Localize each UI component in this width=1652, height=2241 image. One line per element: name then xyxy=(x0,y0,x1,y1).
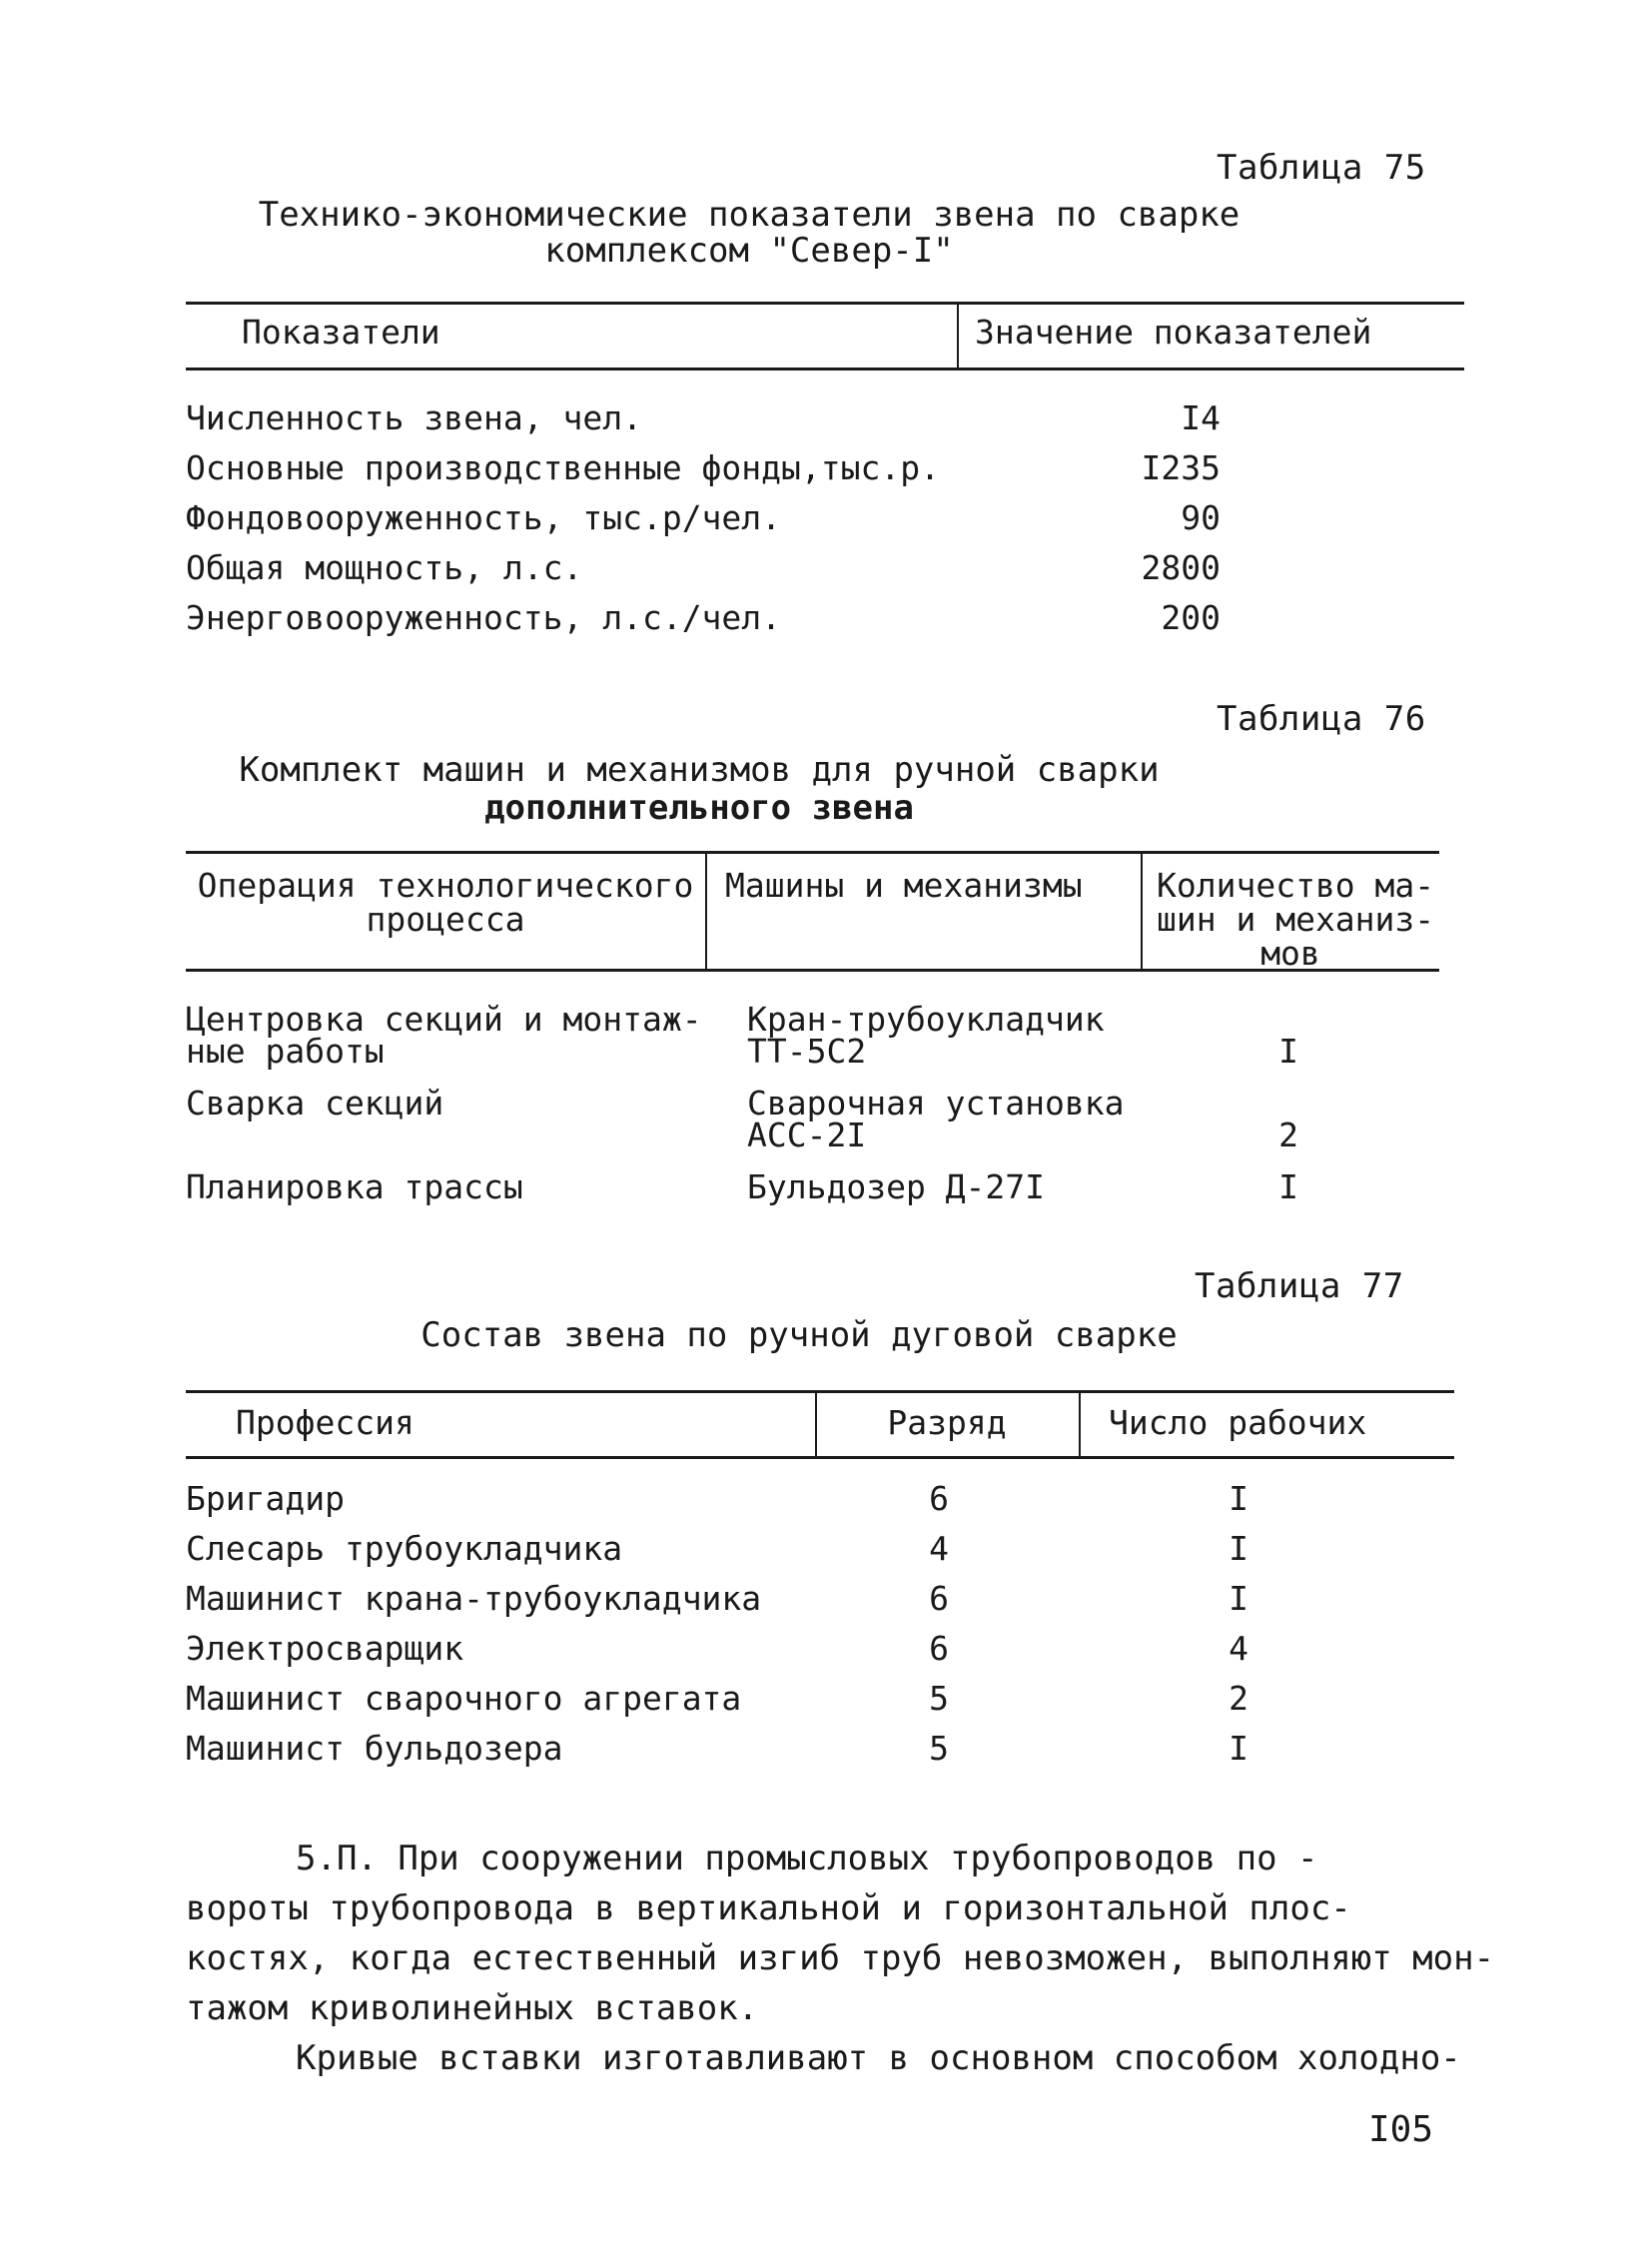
table77-row-profession: Бригадир xyxy=(186,1479,345,1518)
table77-row-workers: I xyxy=(1229,1529,1248,1568)
table77-row-profession: Электросварщик xyxy=(186,1629,464,1668)
table76-row-machine: АСС-2I xyxy=(747,1116,867,1154)
table75-row-value: 200 xyxy=(1161,598,1221,637)
table76-title-line1: Комплект машин и механизмов для ручной сварки xyxy=(239,750,1160,790)
table76-row-operation: ные работы xyxy=(186,1032,385,1071)
table76-caption: Таблица 76 xyxy=(1217,699,1426,739)
table77-header-rule xyxy=(186,1456,1454,1459)
table76-row-operation: Сварка секций xyxy=(186,1084,444,1122)
table75-title-line1: Технико-экономические показатели звена по сварке xyxy=(258,195,1240,235)
table75-title-line2: комплексом "Север-I" xyxy=(544,231,954,271)
table75-row-name: Фондовооруженность, тыс.р/чел. xyxy=(186,498,782,537)
table77-top-rule xyxy=(186,1390,1454,1393)
table75-header-values: Значение показателей xyxy=(975,313,1372,352)
table75-caption: Таблица 75 xyxy=(1217,148,1426,188)
table77-row-grade: 6 xyxy=(929,1629,949,1668)
table77-header-profession: Профессия xyxy=(236,1403,414,1442)
table77-row-workers: 4 xyxy=(1229,1629,1248,1668)
table76-row-count: 2 xyxy=(1278,1116,1298,1154)
table76-row-operation: Планировка трассы xyxy=(186,1167,523,1206)
table75-row-value: I235 xyxy=(1141,448,1221,487)
table76-title-line2: дополнительного звена xyxy=(484,788,914,828)
table75-row-name: Энерговооруженность, л.с./чел. xyxy=(186,598,782,637)
table76-header-machines: Машины и механизмы xyxy=(725,866,1083,905)
table75-row-value: I4 xyxy=(1181,398,1221,437)
table75-top-rule xyxy=(186,302,1464,305)
table76-header-count-line3: мов xyxy=(1260,934,1320,973)
table76-header-operation-line1: Операция технологического xyxy=(197,866,694,905)
table77-header-divider-2 xyxy=(1079,1390,1081,1458)
table76-header-count-line2: шин и механиз- xyxy=(1157,900,1435,939)
table76-header-count-line1: Количество ма- xyxy=(1157,866,1435,905)
table77-row-grade: 5 xyxy=(929,1679,949,1718)
table77-row-grade: 4 xyxy=(929,1529,949,1568)
table76-row-operation: Центровка секций и монтаж- xyxy=(186,1000,702,1039)
table76-row-count: I xyxy=(1278,1032,1298,1071)
body-paragraph-line3: костях, когда естественный изгиб труб невозможен, выполняют мон- xyxy=(186,1938,1495,1978)
table77-header-grade: Разряд xyxy=(887,1403,1007,1442)
table76-row-count: I xyxy=(1278,1167,1298,1206)
table77-row-workers: 2 xyxy=(1229,1679,1248,1718)
table77-row-grade: 6 xyxy=(929,1479,949,1518)
table77-header-workers: Число рабочих xyxy=(1109,1403,1367,1442)
table75-row-name: Численность звена, чел. xyxy=(186,398,642,437)
table77-row-workers: I xyxy=(1229,1579,1248,1618)
body-paragraph-line4: тажом криволинейных вставок. xyxy=(186,1988,759,2028)
table76-top-rule xyxy=(186,851,1439,854)
table76-header-operation-line2: процесса xyxy=(366,900,525,939)
table76-row-machine: Бульдозер Д-27I xyxy=(747,1167,1046,1206)
table77-title: Состав звена по ручной дуговой сварке xyxy=(420,1315,1178,1355)
table77-row-profession: Машинист крана-трубоукладчика xyxy=(186,1579,762,1618)
table76-row-machine: Сварочная установка xyxy=(747,1084,1125,1122)
table76-row-machine: Кран-трубоукладчик xyxy=(747,1000,1105,1039)
table77-row-workers: I xyxy=(1229,1479,1248,1518)
table77-row-grade: 6 xyxy=(929,1579,949,1618)
table75-header-indicators: Показатели xyxy=(242,313,440,352)
table77-row-grade: 5 xyxy=(929,1729,949,1768)
page-number: I05 xyxy=(1368,2109,1434,2150)
table75-header-divider xyxy=(957,302,959,370)
table77-caption: Таблица 77 xyxy=(1195,1266,1404,1306)
table75-row-value: 2800 xyxy=(1141,548,1221,587)
body-paragraph-line2: вороты трубопровода в вертикальной и горизонтальной плос- xyxy=(186,1888,1351,1928)
table77-row-profession: Машинист бульдозера xyxy=(186,1729,563,1768)
body-paragraph-line5: Кривые вставки изготавливают в основном способом холодно- xyxy=(296,2038,1461,2078)
table75-row-name: Общая мощность, л.с. xyxy=(186,548,583,587)
table76-header-divider-1 xyxy=(705,851,707,969)
table75-row-value: 90 xyxy=(1181,498,1221,537)
table76-row-machine: ТТ-5С2 xyxy=(747,1032,867,1071)
table75-row-name: Основные производственные фонды,тыс.р. xyxy=(186,448,940,487)
table77-row-profession: Слесарь трубоукладчика xyxy=(186,1529,623,1568)
body-paragraph-line1: 5.П. При сооружении промысловых трубопроводов по - xyxy=(296,1839,1318,1878)
table77-row-workers: I xyxy=(1229,1729,1248,1768)
table75-header-rule xyxy=(186,368,1464,371)
table77-row-profession: Машинист сварочного агрегата xyxy=(186,1679,742,1718)
table76-header-rule xyxy=(186,969,1439,972)
